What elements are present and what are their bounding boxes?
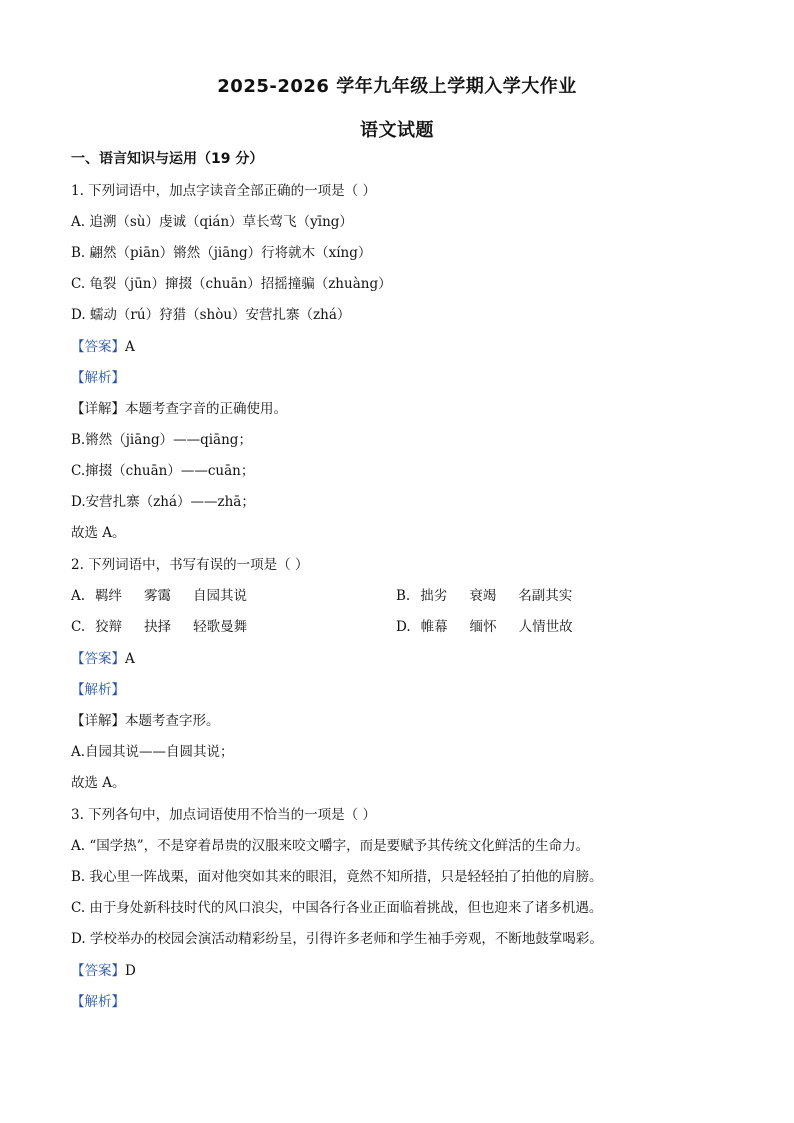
q3-option-d: D. 学校举办的校园会演活动精彩纷呈，引得许多老师和学生袖手旁观，不断地鼓掌喝彩。 xyxy=(71,931,603,947)
analysis-label: 【解析】 xyxy=(71,994,125,1010)
word: 雾霭 xyxy=(144,588,172,604)
analysis-label: 【解析】 xyxy=(71,682,125,698)
q1-explanation-c: C.撺掇（chuān）——cuān； xyxy=(71,463,255,479)
answer-label: 【答案】 xyxy=(71,339,125,355)
detail-text: 本题考查字音的正确使用。 xyxy=(125,401,287,417)
q3-answer xyxy=(71,962,136,980)
word: 抉择 xyxy=(144,619,172,635)
q3-option-b: B. 我心里一阵战栗，面对他突如其来的眼泪，竟然不知所措，只是轻轻拍了拍他的肩膀。 xyxy=(71,869,603,885)
q2-option-c xyxy=(71,618,269,636)
q1-answer xyxy=(71,338,135,356)
q2-analysis xyxy=(71,681,125,699)
q3-stem: 3. 下列各句中，加点词语使用不恰当的一项是（ ） xyxy=(71,807,376,823)
detail-label: 【详解】 xyxy=(71,401,125,417)
q3-option-c: C. 由于身处新科技时代的风口浪尖，中国各行各业正面临着挑战，但也迎来了诸多机遇。 xyxy=(71,900,603,916)
q1-option-c: C. 龟裂（jūn）撺掇（chuān）招摇撞骗（zhuàng） xyxy=(71,276,392,292)
q2-option-d xyxy=(396,618,595,636)
option-letter: C. xyxy=(71,619,86,635)
word: 轻歌曼舞 xyxy=(193,619,248,635)
word: 羁绊 xyxy=(95,588,123,604)
answer-value: A xyxy=(125,339,135,355)
q1-option-b: B. 翩然（piān）锵然（jiāng）行将就木（xíng） xyxy=(71,245,372,261)
q1-detail xyxy=(71,400,287,418)
detail-text: 本题考查字形。 xyxy=(125,713,220,729)
word: 拙劣 xyxy=(420,588,448,604)
q1-explanation-b: B.锵然（jiāng）——qiāng； xyxy=(71,432,252,448)
q2-option-a xyxy=(71,587,269,605)
option-letter: A. xyxy=(71,588,86,604)
q1-option-a: A. 追溯（sù）虔诚（qián）草长莺飞（yīng） xyxy=(71,214,353,230)
q3-analysis xyxy=(71,993,125,1011)
answer-value: A xyxy=(125,651,135,667)
word: 人情世故 xyxy=(518,619,573,635)
word: 狡辩 xyxy=(95,619,123,635)
q1-option-d: D. 蠕动（rú）狩猎（shòu）安营扎寨（zhá） xyxy=(71,307,351,323)
section-heading: 一、语言知识与运用（19 分） xyxy=(71,151,264,167)
detail-label: 【详解】 xyxy=(71,713,125,729)
q2-detail xyxy=(71,712,220,730)
q2-explanation-a: A.自园其说——自圆其说； xyxy=(71,744,234,760)
q2-answer xyxy=(71,650,135,668)
q1-explanation-d: D.安营扎寨（zhá）——zhā； xyxy=(71,494,255,510)
option-letter: B. xyxy=(396,588,411,604)
word: 自园其说 xyxy=(193,588,248,604)
q2-conclusion: 故选 A。 xyxy=(71,775,126,791)
document-title: 2025-2026 学年九年级上学期入学大作业 xyxy=(217,76,577,97)
q2-stem: 2. 下列词语中，书写有误的一项是（ ） xyxy=(71,557,309,573)
answer-label: 【答案】 xyxy=(71,651,125,667)
q3-option-a: A. “国学热”，不是穿着昂贵的汉服来咬文嚼字，而是要赋予其传统文化鲜活的生命力。 xyxy=(71,838,590,854)
q1-analysis xyxy=(71,369,125,387)
q2-option-b xyxy=(396,587,594,605)
word: 缅怀 xyxy=(469,619,497,635)
word: 名副其实 xyxy=(518,588,573,604)
q1-stem: 1. 下列词语中，加点字读音全部正确的一项是（ ） xyxy=(71,183,376,199)
option-letter: D. xyxy=(396,619,411,635)
answer-value: D xyxy=(125,963,136,979)
document-subtitle: 语文试题 xyxy=(360,120,434,141)
word: 衰竭 xyxy=(469,588,497,604)
analysis-label: 【解析】 xyxy=(71,370,125,386)
q1-conclusion: 故选 A。 xyxy=(71,525,126,541)
word: 帷幕 xyxy=(420,619,448,635)
answer-label: 【答案】 xyxy=(71,963,125,979)
